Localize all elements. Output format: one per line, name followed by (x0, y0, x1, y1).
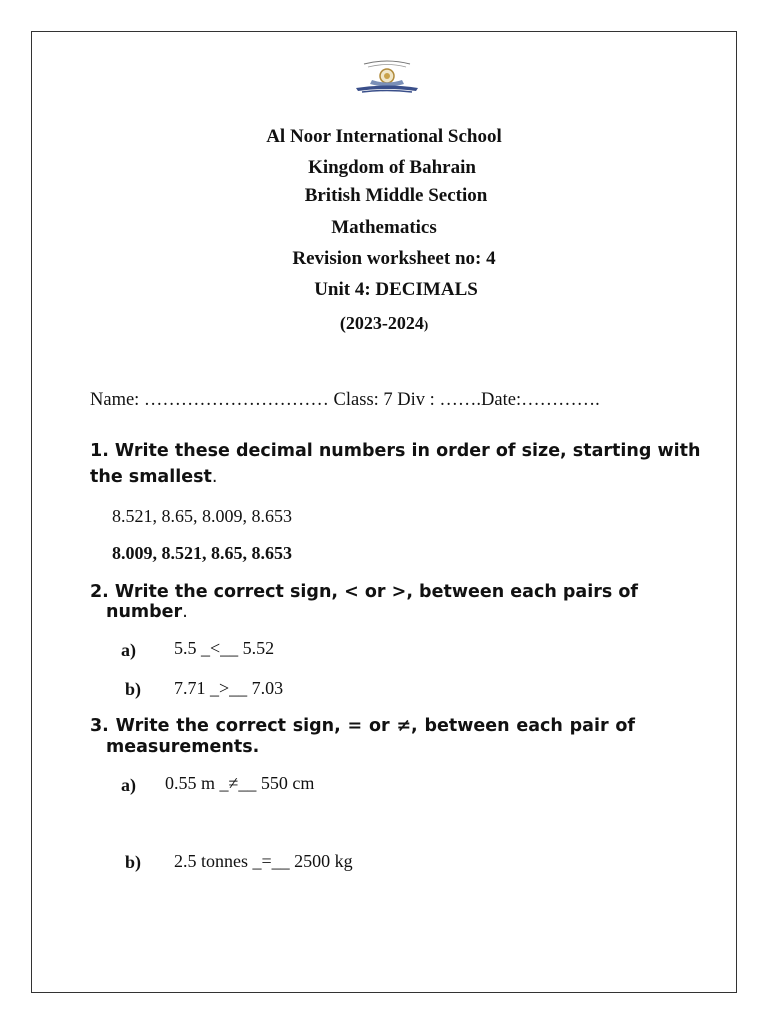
q3b-label: b) (125, 852, 142, 872)
student-info-line: Name: ………………………… Class: 7 Div : …….Date:…………. (90, 390, 600, 410)
q2a-label: a) (121, 640, 136, 660)
q3a-label: a) (121, 775, 136, 795)
q1-answer: 8.009, 8.521, 8.65, 8.653 (112, 543, 292, 563)
q1-prompt-line1: 1. Write these decimal numbers in order of size, starting with (90, 441, 701, 461)
q2-prompt-line1: 2. Write the correct sign, < or >, between each pairs of (90, 582, 638, 602)
q1-prompt-line2: the smallest. (90, 467, 218, 487)
school-name: Al Noor International School (266, 126, 502, 147)
q2b-label: b) (125, 679, 142, 699)
subject-name: Mathematics (331, 217, 437, 238)
q3-prompt-line2: measurements. (106, 737, 260, 757)
school-logo (352, 54, 422, 96)
country-name: Kingdom of Bahrain (308, 157, 476, 178)
q3-prompt-line1: 3. Write the correct sign, = or ≠, between each pair of (90, 716, 635, 736)
q2-prompt-line2: number. (106, 602, 188, 622)
section-name: British Middle Section (304, 185, 488, 206)
unit-title: Unit 4: DECIMALS (314, 279, 478, 300)
q3b-text: 2.5 tonnes _=__ 2500 kg (174, 851, 353, 871)
academic-year: (2023-2024) (339, 313, 429, 333)
worksheet-title: Revision worksheet no: 4 (292, 248, 496, 269)
q3a-text: 0.55 m _≠__ 550 cm (165, 773, 315, 793)
q2a-text: 5.5 _<__ 5.52 (174, 638, 275, 658)
q2b-text: 7.71 _>__ 7.03 (174, 678, 284, 698)
q1-numbers: 8.521, 8.65, 8.009, 8.653 (112, 506, 292, 526)
